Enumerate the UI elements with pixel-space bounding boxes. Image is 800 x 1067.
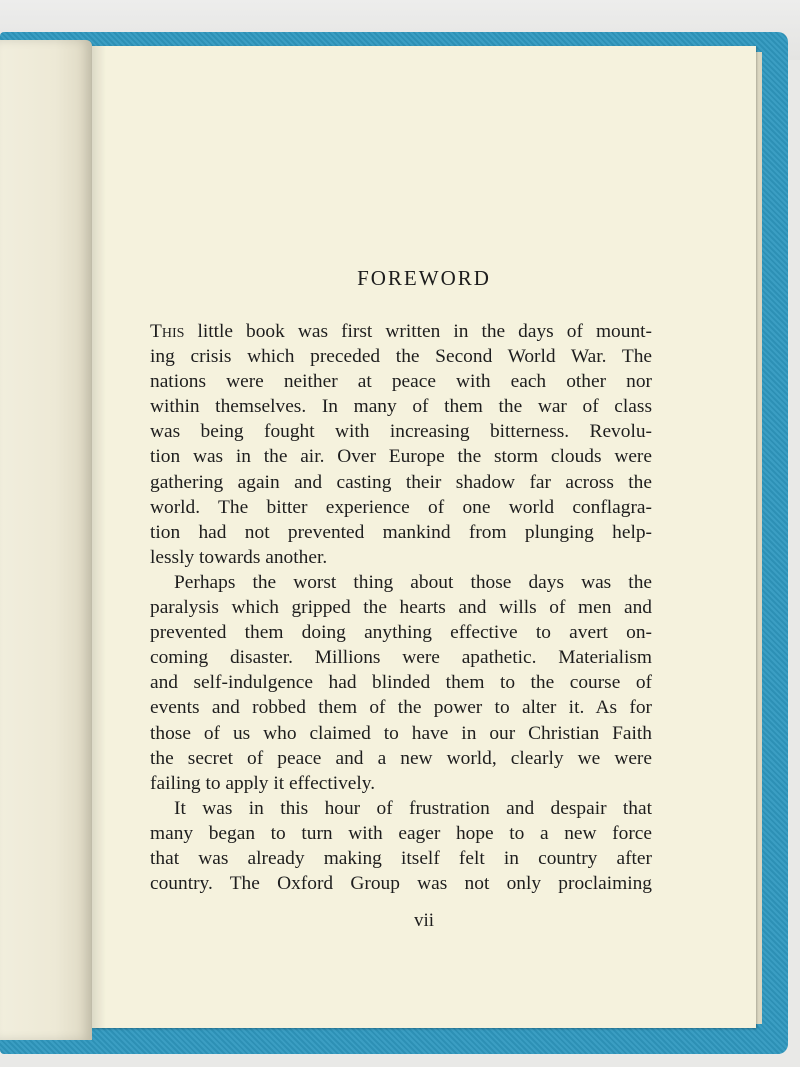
line: was being fought with increasing bitterness. Revolu-: [150, 421, 652, 443]
line: coming disaster. Millions were apathetic. Materialism: [150, 647, 652, 669]
opening-word: This: [150, 321, 185, 342]
line: prevented them doing anything effective to avert on-: [150, 622, 652, 644]
line: nations were neither at peace with each other nor: [150, 371, 652, 393]
page-heading: FOREWORD: [357, 266, 491, 290]
line: events and robbed them of the power to alter it. As for: [150, 697, 652, 719]
paragraph-3-line: It was in this hour of frustration and despair that: [174, 797, 652, 819]
left-page: [0, 40, 92, 1040]
line: country. The Oxford Group was not only proclaiming: [150, 873, 652, 895]
line: paralysis which gripped the hearts and wills of men and: [150, 597, 652, 619]
paragraph-2-line: Perhaps the worst thing about those days was the: [174, 571, 652, 593]
line: those of us who claimed to have in our Christian Faith: [150, 722, 652, 744]
line: tion had not prevented mankind from plunging help-: [150, 521, 652, 543]
line: the secret of peace and a new world, clearly we were: [150, 747, 652, 769]
line: tion was in the air. Over Europe the storm clouds were: [150, 446, 652, 468]
line: ing crisis which preceded the Second World War. The: [150, 346, 652, 368]
line: This little book was first written in the days of mount-: [150, 321, 652, 342]
line: lessly towards another.: [150, 546, 328, 568]
foreword-body: [150, 319, 652, 896]
line: that was already making itself felt in country after: [150, 847, 652, 869]
line: within themselves. In many of them the war of class: [150, 396, 652, 418]
line: world. The bitter experience of one world conflagra-: [150, 496, 652, 518]
line: failing to apply it effectively.: [150, 772, 376, 794]
line: gathering again and casting their shadow far across the: [150, 471, 652, 493]
line: many began to turn with eager hope to a new force: [150, 822, 652, 844]
paragraph-1: [150, 319, 652, 344]
page-number: vii: [413, 910, 435, 931]
line: and self-indulgence had blinded them to the course of: [150, 672, 652, 694]
